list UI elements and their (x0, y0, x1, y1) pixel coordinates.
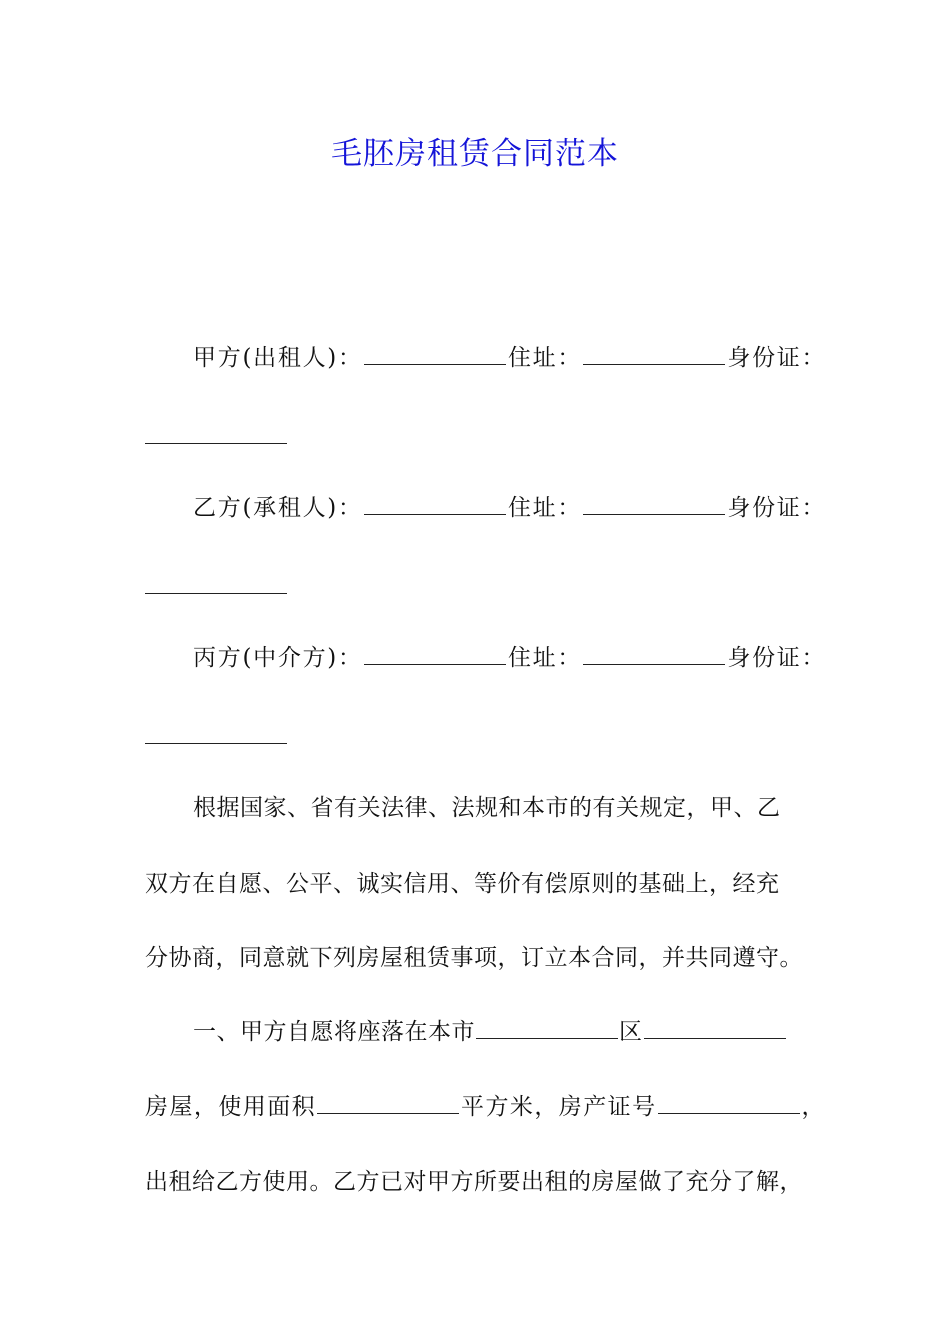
party-b-id-label: 身份证： (726, 495, 826, 521)
clause1-location-text: 一、甲方自愿将座落在本市 (193, 1019, 475, 1045)
party-c-id-label: 身份证： (726, 645, 826, 671)
clause1-district-blank (476, 1016, 618, 1039)
party-b-address-label: 住址： (506, 495, 583, 521)
party-c-name-blank (364, 642, 506, 665)
party-b-line (193, 488, 825, 528)
clause1-line-2 (145, 1087, 825, 1127)
party-c-id-blank (145, 743, 287, 744)
party-c-address-blank (583, 642, 725, 665)
clause1-line-3: 出租给乙方使用。乙方已对甲方所要出租的房屋做了充分了解， (145, 1169, 803, 1195)
clause1-address-blank (644, 1016, 786, 1039)
clause1-line-1 (193, 1012, 825, 1052)
preamble-line-1: 根据国家、省有关法律、法规和本市的有关规定，甲、乙 (193, 795, 781, 821)
party-b-name-blank (364, 492, 506, 515)
party-b-id-blank (145, 593, 287, 594)
clause1-cert-blank (658, 1091, 800, 1114)
party-a-label: 甲方(出租人)： (193, 345, 363, 371)
preamble-line-3: 分协商，同意就下列房屋租赁事项，订立本合同，并共同遵守。 (145, 945, 803, 971)
clause1-area-text: 房屋，使用面积 (145, 1094, 317, 1120)
party-b-label: 乙方(承租人)： (193, 495, 363, 521)
party-b-address-blank (583, 492, 725, 515)
party-c-address-label: 住址： (506, 645, 583, 671)
party-c-line (193, 638, 825, 678)
party-a-line (193, 338, 825, 378)
party-a-address-label: 住址： (506, 345, 583, 371)
party-a-id-blank (145, 443, 287, 444)
preamble-line-2: 双方在自愿、公平、诚实信用、等价有偿原则的基础上，经充 (145, 871, 780, 897)
party-c-label: 丙方(中介方)： (193, 645, 363, 671)
clause1-cert-text: 平方米，房产证号 (460, 1094, 657, 1120)
party-a-id-label: 身份证： (726, 345, 826, 371)
party-a-address-blank (583, 342, 725, 365)
clause1-district-label: 区 (619, 1019, 643, 1045)
clause1-area-blank (317, 1091, 459, 1114)
clause1-comma: ， (800, 1094, 826, 1120)
party-a-name-blank (364, 342, 506, 365)
document-title: 毛胚房租赁合同范本 (331, 136, 619, 172)
